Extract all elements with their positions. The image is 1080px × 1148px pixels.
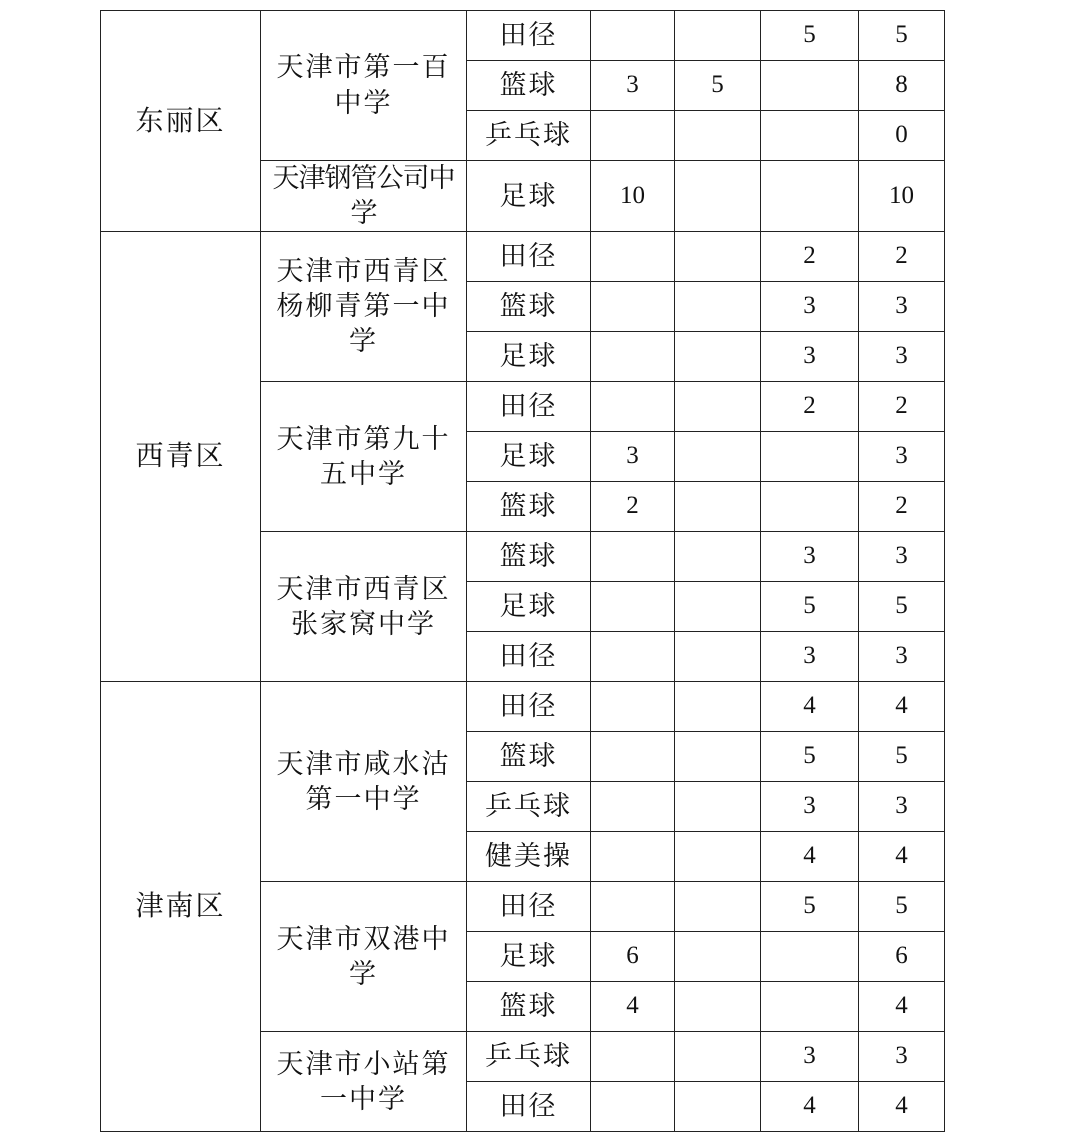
sport-cell: 篮球 (467, 732, 591, 782)
count-c-cell (761, 161, 859, 232)
total-cell: 0 (859, 111, 945, 161)
count-c-cell: 3 (761, 332, 859, 382)
count-b-cell (675, 632, 761, 682)
count-c-cell (761, 982, 859, 1032)
count-b-cell (675, 582, 761, 632)
count-c-cell: 3 (761, 1032, 859, 1082)
count-b-cell (675, 111, 761, 161)
count-b-cell (675, 432, 761, 482)
count-b-cell (675, 932, 761, 982)
count-b-cell (675, 232, 761, 282)
total-cell: 4 (859, 982, 945, 1032)
count-a-cell (591, 232, 675, 282)
district-cell: 西青区 (101, 232, 261, 682)
school-cell: 天津市西青区张家窝中学 (261, 532, 467, 682)
count-a-cell (591, 382, 675, 432)
count-c-cell: 5 (761, 882, 859, 932)
count-a-cell (591, 332, 675, 382)
count-a-cell (591, 732, 675, 782)
total-cell: 2 (859, 482, 945, 532)
sport-cell: 足球 (467, 161, 591, 232)
count-c-cell: 5 (761, 582, 859, 632)
table-row (101, 682, 945, 732)
total-cell: 3 (859, 282, 945, 332)
count-c-cell (761, 932, 859, 982)
count-c-cell: 4 (761, 682, 859, 732)
count-a-cell (591, 582, 675, 632)
count-a-cell (591, 532, 675, 582)
total-cell: 3 (859, 532, 945, 582)
total-cell: 3 (859, 632, 945, 682)
count-a-cell (591, 682, 675, 732)
school-cell: 天津市西青区杨柳青第一中学 (261, 232, 467, 382)
total-cell: 5 (859, 582, 945, 632)
sport-cell: 田径 (467, 882, 591, 932)
count-c-cell (761, 432, 859, 482)
count-a-cell: 4 (591, 982, 675, 1032)
total-cell: 3 (859, 332, 945, 382)
count-a-cell (591, 832, 675, 882)
count-b-cell (675, 1032, 761, 1082)
total-cell: 3 (859, 1032, 945, 1082)
count-b-cell (675, 732, 761, 782)
count-c-cell (761, 61, 859, 111)
count-c-cell: 2 (761, 382, 859, 432)
total-cell: 3 (859, 432, 945, 482)
count-c-cell: 5 (761, 732, 859, 782)
count-b-cell (675, 332, 761, 382)
school-cell: 天津市第九十五中学 (261, 382, 467, 532)
sport-cell: 篮球 (467, 482, 591, 532)
school-cell: 天津市小站第一中学 (261, 1032, 467, 1132)
sport-cell: 篮球 (467, 532, 591, 582)
district-cell: 津南区 (101, 682, 261, 1132)
total-cell: 4 (859, 1082, 945, 1132)
count-b-cell (675, 1082, 761, 1132)
count-b-cell (675, 11, 761, 61)
count-a-cell: 2 (591, 482, 675, 532)
count-a-cell: 3 (591, 432, 675, 482)
school-cell: 天津市咸水沽第一中学 (261, 682, 467, 882)
count-b-cell: 5 (675, 61, 761, 111)
total-cell: 8 (859, 61, 945, 111)
count-a-cell (591, 282, 675, 332)
total-cell: 4 (859, 832, 945, 882)
sport-cell: 乒乓球 (467, 111, 591, 161)
count-c-cell: 3 (761, 282, 859, 332)
count-b-cell (675, 282, 761, 332)
sport-cell: 篮球 (467, 982, 591, 1032)
total-cell: 5 (859, 11, 945, 61)
count-c-cell (761, 111, 859, 161)
count-a-cell (591, 782, 675, 832)
count-b-cell (675, 882, 761, 932)
total-cell: 4 (859, 682, 945, 732)
sport-cell: 篮球 (467, 61, 591, 111)
admissions-table (100, 10, 945, 1132)
sport-cell: 足球 (467, 432, 591, 482)
count-b-cell (675, 982, 761, 1032)
count-a-cell: 3 (591, 61, 675, 111)
count-c-cell: 3 (761, 532, 859, 582)
total-cell: 6 (859, 932, 945, 982)
sport-cell: 田径 (467, 11, 591, 61)
sport-cell: 田径 (467, 682, 591, 732)
count-a-cell (591, 1082, 675, 1132)
count-a-cell (591, 111, 675, 161)
count-b-cell (675, 532, 761, 582)
total-cell: 2 (859, 232, 945, 282)
count-a-cell (591, 11, 675, 61)
count-b-cell (675, 682, 761, 732)
count-b-cell (675, 161, 761, 232)
sport-cell: 田径 (467, 382, 591, 432)
count-c-cell (761, 482, 859, 532)
total-cell: 10 (859, 161, 945, 232)
count-b-cell (675, 382, 761, 432)
count-c-cell: 3 (761, 782, 859, 832)
count-b-cell (675, 832, 761, 882)
count-a-cell: 10 (591, 161, 675, 232)
sport-cell: 健美操 (467, 832, 591, 882)
count-c-cell: 4 (761, 1082, 859, 1132)
school-cell: 天津钢管公司中学 (261, 161, 467, 232)
table-row (101, 232, 945, 282)
sport-cell: 足球 (467, 932, 591, 982)
sport-cell: 乒乓球 (467, 1032, 591, 1082)
count-b-cell (675, 482, 761, 532)
sport-cell: 田径 (467, 232, 591, 282)
count-a-cell (591, 632, 675, 682)
count-b-cell (675, 782, 761, 832)
count-c-cell: 5 (761, 11, 859, 61)
total-cell: 3 (859, 782, 945, 832)
sport-cell: 乒乓球 (467, 782, 591, 832)
total-cell: 2 (859, 382, 945, 432)
count-c-cell: 3 (761, 632, 859, 682)
count-a-cell: 6 (591, 932, 675, 982)
school-cell: 天津市第一百中学 (261, 11, 467, 161)
total-cell: 5 (859, 732, 945, 782)
district-cell: 东丽区 (101, 11, 261, 232)
sport-cell: 足球 (467, 582, 591, 632)
sport-cell: 篮球 (467, 282, 591, 332)
school-cell: 天津市双港中学 (261, 882, 467, 1032)
sport-cell: 田径 (467, 632, 591, 682)
count-c-cell: 2 (761, 232, 859, 282)
count-a-cell (591, 1032, 675, 1082)
table-row (101, 11, 945, 61)
count-c-cell: 4 (761, 832, 859, 882)
sport-cell: 田径 (467, 1082, 591, 1132)
total-cell: 5 (859, 882, 945, 932)
count-a-cell (591, 882, 675, 932)
sport-cell: 足球 (467, 332, 591, 382)
